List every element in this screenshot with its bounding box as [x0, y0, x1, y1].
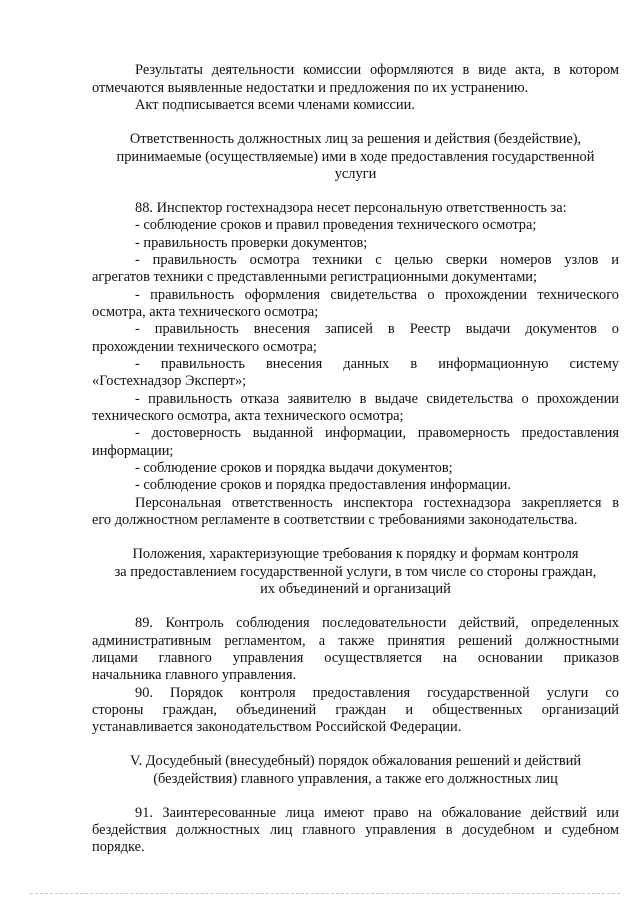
list-item: - соблюдение сроков и порядка предоставления информации.: [135, 477, 511, 493]
list-item: - правильность внесения данных в информационную систему: [135, 356, 619, 372]
scan-artifact-line: [30, 893, 620, 894]
text-line: Персональная ответственность инспектора гостехнадзора закрепляется в: [135, 495, 619, 511]
text-line: 90. Порядок контроля предоставления государственной услуги со: [135, 685, 619, 701]
section-heading: (бездействия) главного управления, а также его должностных лиц: [153, 771, 558, 787]
text-line: административным регламентом, а также принятия решений должностными: [92, 633, 619, 649]
text-line: устанавливается законодательством Российской Федерации.: [92, 719, 462, 735]
text-line: 89. Контроль соблюдения последовательности действий, определенных: [135, 615, 619, 631]
text-line: Акт подписывается всеми членами комиссии.: [135, 97, 415, 113]
text-line: начальника главного управления.: [92, 667, 297, 683]
list-item: прохождении технического осмотра;: [92, 339, 317, 355]
text-line: Результаты деятельности комиссии оформляются в виде акта, в котором: [135, 62, 619, 78]
text-line: 88. Инспектор гостехнадзора несет персональную ответственность за:: [135, 200, 567, 216]
list-item: - соблюдение сроков и правил проведения технического осмотра;: [135, 217, 537, 233]
list-item: - соблюдение сроков и порядка выдачи документов;: [135, 460, 453, 476]
text-line: порядке.: [92, 839, 145, 855]
list-item: осмотра, акта технического осмотра;: [92, 304, 319, 320]
list-item: информации;: [92, 443, 174, 459]
text-line: бездействия должностных лиц главного управления в досудебном и судебном: [92, 822, 619, 838]
list-item: - правильность внесения записей в Реестр выдачи документов о: [135, 321, 619, 337]
section-heading: их объединений и организаций: [260, 581, 451, 597]
text-line: его должностном регламенте в соответствии с требованиями законодательства.: [92, 512, 578, 528]
text-line: 91. Заинтересованные лица имеют право на обжалование действий или: [135, 805, 619, 821]
section-heading: услуги: [334, 166, 377, 182]
list-item: - достоверность выданной информации, правомерность предоставления: [135, 425, 619, 441]
list-item: технического осмотра, акта технического осмотра;: [92, 408, 404, 424]
list-item: «Гостехнадзор Эксперт»;: [92, 373, 247, 389]
list-item: - правильность осмотра техники с целью сверки номеров узлов и: [135, 252, 619, 268]
text-line: лицами главного управления осуществляется на основании приказов: [92, 650, 619, 666]
list-item: - правильность проверки документов;: [135, 235, 368, 251]
list-item: агрегатов техники с представленными регистрационными документами;: [92, 269, 537, 285]
section-heading: V. Досудебный (внесудебный) порядок обжалования решений и действий: [129, 753, 582, 769]
list-item: - правильность отказа заявителю в выдаче свидетельства о прохождении: [135, 391, 619, 407]
list-item: - правильность оформления свидетельства о прохождении технического: [135, 287, 619, 303]
text-line: стороны граждан, объединений граждан и общественных организаций: [92, 702, 619, 718]
section-heading: принимаемые (осуществляемые) ими в ходе предоставления государственной: [116, 149, 595, 165]
section-heading: за предоставлением государственной услуги, в том числе со стороны граждан,: [114, 564, 597, 580]
text-line: отмечаются выявленные недостатки и предложения по их устранению.: [92, 80, 529, 96]
section-heading: Ответственность должностных лиц за решения и действия (бездействие),: [129, 131, 582, 147]
section-heading: Положения, характеризующие требования к порядку и формам контроля: [132, 546, 579, 562]
